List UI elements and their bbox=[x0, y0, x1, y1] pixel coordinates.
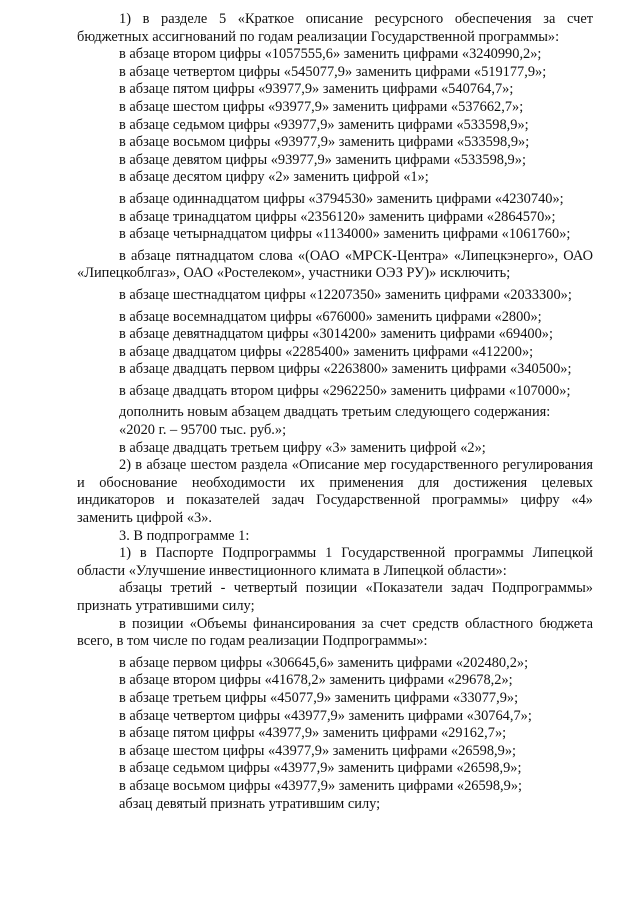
paragraph: дополнить новым абзацем двадцать третьим следующего содержания: bbox=[119, 404, 551, 421]
paragraph: в абзаце восьмом цифры «43977,9» заменить цифрами «26598,9»; bbox=[119, 777, 523, 794]
paragraph: 1) в Паспорте Подпрограммы 1 Государственной программы Липецкой области «Улучшение инвестиционного климата в Липецкой области»: bbox=[77, 545, 593, 579]
paragraph: в абзаце четвертом цифры «545077,9» заменить цифрами «519177,9»; bbox=[119, 63, 547, 80]
paragraph: в абзаце двадцать первом цифры «2263800» заменить цифрами «340500»; bbox=[119, 361, 572, 378]
paragraph: в абзаце пятом цифры «93977,9» заменить цифрами «540764,7»; bbox=[119, 81, 514, 98]
paragraph: в абзаце первом цифры «306645,6» заменить цифрами «202480,2»; bbox=[119, 654, 529, 671]
paragraph: в абзаце шестнадцатом цифры «12207350» заменить цифрами «2033300»; bbox=[119, 286, 572, 303]
paragraph: в абзаце втором цифры «41678,2» заменить цифрами «29678,2»; bbox=[119, 672, 513, 689]
paragraph: в абзаце пятнадцатом слова «(ОАО «МРСК-Центра» «Липецкэнерго», ОАО «Липецкоблгаз», ОАО «Ростелеком», участники ОЭЗ РУ)» исключить; bbox=[77, 247, 593, 282]
paragraph: в абзаце двадцатом цифры «2285400» заменить цифрами «412200»; bbox=[119, 343, 534, 360]
paragraph: в абзаце седьмом цифры «43977,9» заменить цифрами «26598,9»; bbox=[119, 760, 522, 777]
paragraph: в абзаце десятом цифру «2» заменить цифрой «1»; bbox=[119, 169, 429, 186]
paragraph: в абзаце двадцать третьем цифру «3» заменить цифрой «2»; bbox=[119, 439, 486, 456]
paragraph: в абзаце девятнадцатом цифры «3014200» заменить цифрами «69400»; bbox=[119, 326, 553, 343]
paragraph: в абзаце шестом цифры «43977,9» заменить цифрами «26598,9»; bbox=[119, 742, 517, 759]
paragraph: абзац девятый признать утратившим силу; bbox=[119, 795, 381, 812]
paragraph: в абзаце шестом цифры «93977,9» заменить цифрами «537662,7»; bbox=[119, 98, 524, 115]
paragraph: в абзаце четырнадцатом цифры «1134000» заменить цифрами «1061760»; bbox=[119, 226, 571, 243]
paragraph: 2) в абзаце шестом раздела «Описание мер государственного регулирования и обоснование необходимости их применения для достижения целевых индикаторов и показателей задач Государственной программы» цифру «4» заменить цифрой «3». bbox=[77, 457, 593, 527]
paragraph: в абзаце девятом цифры «93977,9» заменить цифрами «533598,9»; bbox=[119, 151, 526, 168]
paragraph: в абзаце одиннадцатом цифры «3794530» заменить цифрами «4230740»; bbox=[119, 190, 564, 207]
paragraph: «2020 г. – 95700 тыс. руб.»; bbox=[119, 422, 287, 439]
paragraph: в абзаце двадцать втором цифры «2962250» заменить цифрами «107000»; bbox=[119, 382, 571, 399]
paragraph: в абзаце восьмом цифры «93977,9» заменить цифрами «533598,9»; bbox=[119, 134, 530, 151]
paragraph: в абзаце четвертом цифры «43977,9» заменить цифрами «30764,7»; bbox=[119, 707, 532, 724]
paragraph: в абзаце третьем цифры «45077,9» заменить цифрами «33077,9»; bbox=[119, 689, 519, 706]
paragraph: в абзаце пятом цифры «43977,9» заменить цифрами «29162,7»; bbox=[119, 725, 507, 742]
paragraph: в абзаце восемнадцатом цифры «676000» заменить цифрами «2800»; bbox=[119, 308, 542, 325]
paragraph: в абзаце втором цифры «1057555,6» заменить цифрами «3240990,2»; bbox=[119, 46, 542, 63]
document-body bbox=[77, 11, 593, 813]
paragraph: в позиции «Объемы финансирования за счет средств областного бюджета всего, в том числе по годам реализации Подпрограммы»: bbox=[77, 615, 593, 650]
paragraph: 1) в разделе 5 «Краткое описание ресурсного обеспечения за счет бюджетных ассигнований по годам реализации Государственной программы»: bbox=[77, 11, 593, 45]
paragraph: в абзаце седьмом цифры «93977,9» заменить цифрами «533598,9»; bbox=[119, 116, 529, 133]
paragraph: в абзаце тринадцатом цифры «2356120» заменить цифрами «2864570»; bbox=[119, 208, 556, 225]
paragraph: 3. В подпрограмме 1: bbox=[119, 527, 250, 544]
paragraph: абзацы третий - четвертый позиции «Показатели задач Подпрограммы» признать утратившими силу; bbox=[77, 580, 593, 614]
